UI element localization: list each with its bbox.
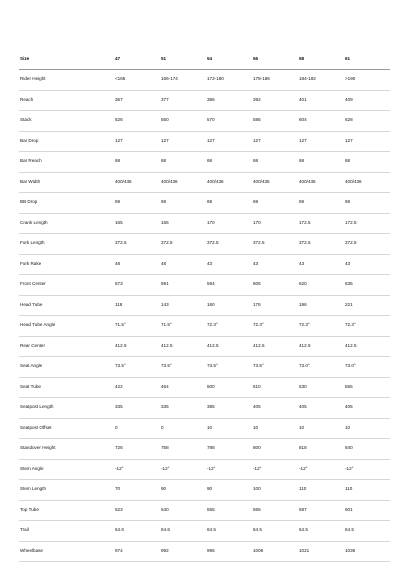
value-cell: 73.5°: [252, 357, 298, 378]
row-label: Reach: [19, 90, 114, 111]
value-cell: 401: [298, 90, 344, 111]
geometry-table-body: [19, 70, 390, 562]
value-cell: 166-174: [160, 70, 206, 91]
value-cell: 176: [252, 295, 298, 316]
value-cell: 550: [160, 111, 206, 132]
table-row: [19, 193, 390, 214]
value-cell: 385: [206, 398, 252, 419]
value-cell: 606: [252, 275, 298, 296]
value-cell: 172-180: [206, 70, 252, 91]
value-cell: 100: [252, 480, 298, 501]
row-label: Stem Angle: [19, 459, 114, 480]
value-cell: 372.5: [298, 234, 344, 255]
value-cell: 995: [206, 541, 252, 562]
value-cell: 635: [344, 275, 390, 296]
value-cell: 69: [114, 193, 160, 214]
value-cell: 400/436: [206, 172, 252, 193]
row-label: Crank Length: [19, 213, 114, 234]
row-label: Seatpost Length: [19, 398, 114, 419]
value-cell: 372.5: [252, 234, 298, 255]
value-cell: 523: [114, 500, 160, 521]
value-cell: 68: [114, 152, 160, 173]
value-cell: 43: [298, 254, 344, 275]
value-cell: 412.5: [252, 336, 298, 357]
value-cell: 221: [344, 295, 390, 316]
value-cell: -12°: [206, 459, 252, 480]
value-cell: 127: [160, 131, 206, 152]
value-cell: 90: [160, 480, 206, 501]
value-cell: 1006: [252, 541, 298, 562]
size-header: Size: [19, 49, 114, 70]
value-cell: 530: [298, 377, 344, 398]
value-cell: 585: [252, 111, 298, 132]
value-cell: 464: [160, 377, 206, 398]
value-cell: 800: [252, 439, 298, 460]
value-cell: 64.5: [344, 521, 390, 542]
value-cell: 788: [206, 439, 252, 460]
table-row: [19, 500, 390, 521]
value-cell: 172.5: [298, 213, 344, 234]
value-cell: 73.5°: [160, 357, 206, 378]
value-cell: 405: [344, 398, 390, 419]
value-cell: 127: [114, 131, 160, 152]
value-cell: 69: [206, 193, 252, 214]
row-label: Head Tube: [19, 295, 114, 316]
row-label: Trail: [19, 521, 114, 542]
value-cell: 372.5: [206, 234, 252, 255]
value-cell: 405: [298, 398, 344, 419]
value-cell: 170: [252, 213, 298, 234]
value-cell: >190: [344, 70, 390, 91]
row-label: Bar Drop: [19, 131, 114, 152]
value-cell: 594: [206, 275, 252, 296]
value-cell: 68: [160, 152, 206, 173]
value-cell: 72.3°: [344, 316, 390, 337]
value-cell: 127: [252, 131, 298, 152]
value-cell: 184-192: [298, 70, 344, 91]
value-cell: 165: [160, 213, 206, 234]
value-cell: 335: [160, 398, 206, 419]
value-cell: 422: [114, 377, 160, 398]
value-cell: 64.5: [298, 521, 344, 542]
value-cell: 412.5: [114, 336, 160, 357]
row-label: Wheelbase: [19, 541, 114, 562]
value-cell: 1021: [298, 541, 344, 562]
value-cell: 412.5: [344, 336, 390, 357]
table-row: [19, 213, 390, 234]
size-header-cell: 51: [160, 49, 206, 70]
value-cell: 555: [344, 377, 390, 398]
value-cell: 400/436: [298, 172, 344, 193]
geometry-table-header: [19, 49, 390, 70]
value-cell: 601: [344, 500, 390, 521]
value-cell: 500: [206, 377, 252, 398]
value-cell: 392: [252, 90, 298, 111]
table-row: [19, 295, 390, 316]
value-cell: 71.5°: [160, 316, 206, 337]
row-label: Seat Tube: [19, 377, 114, 398]
table-row: [19, 480, 390, 501]
size-header-cell: 56: [252, 49, 298, 70]
value-cell: 412.5: [298, 336, 344, 357]
value-cell: 726: [114, 439, 160, 460]
row-label: Front Center: [19, 275, 114, 296]
value-cell: -12°: [114, 459, 160, 480]
value-cell: 64.6: [160, 521, 206, 542]
value-cell: 335: [114, 398, 160, 419]
row-label: BB Drop: [19, 193, 114, 214]
value-cell: 160: [206, 295, 252, 316]
value-cell: 43: [206, 254, 252, 275]
value-cell: 400/436: [160, 172, 206, 193]
value-cell: 72.3°: [298, 316, 344, 337]
value-cell: 48: [160, 254, 206, 275]
value-cell: 64.6: [114, 521, 160, 542]
value-cell: 400/436: [114, 172, 160, 193]
row-label: Bar Reach: [19, 152, 114, 173]
value-cell: -12°: [298, 459, 344, 480]
table-row: [19, 131, 390, 152]
value-cell: 69: [344, 193, 390, 214]
value-cell: 127: [298, 131, 344, 152]
value-cell: 72.3°: [252, 316, 298, 337]
table-row: [19, 459, 390, 480]
row-label: Rear Center: [19, 336, 114, 357]
value-cell: 377: [160, 90, 206, 111]
value-cell: 110: [344, 480, 390, 501]
value-cell: 170: [206, 213, 252, 234]
table-row: [19, 398, 390, 419]
value-cell: 412.5: [206, 336, 252, 357]
value-cell: 10: [252, 418, 298, 439]
value-cell: 73.0°: [344, 357, 390, 378]
value-cell: 10: [298, 418, 344, 439]
table-row: [19, 111, 390, 132]
value-cell: 0: [114, 418, 160, 439]
value-cell: 565: [252, 500, 298, 521]
value-cell: 69: [252, 193, 298, 214]
table-row: [19, 357, 390, 378]
value-cell: 68: [344, 152, 390, 173]
row-label: Standover Height: [19, 439, 114, 460]
value-cell: 400/436: [344, 172, 390, 193]
value-cell: 69: [298, 193, 344, 214]
value-cell: 196: [298, 295, 344, 316]
value-cell: 573: [114, 275, 160, 296]
value-cell: 540: [160, 500, 206, 521]
table-row: [19, 234, 390, 255]
value-cell: 555: [206, 500, 252, 521]
value-cell: 10: [344, 418, 390, 439]
value-cell: 64.5: [252, 521, 298, 542]
value-cell: 409: [344, 90, 390, 111]
table-row: [19, 541, 390, 562]
table-row: [19, 70, 390, 91]
row-label: Top Tube: [19, 500, 114, 521]
value-cell: 0: [160, 418, 206, 439]
size-header-cell: 47: [114, 49, 160, 70]
table-row: [19, 418, 390, 439]
value-cell: 110: [298, 480, 344, 501]
row-label: Rider Height: [19, 70, 114, 91]
value-cell: 510: [252, 377, 298, 398]
table-row: [19, 172, 390, 193]
value-cell: 587: [298, 500, 344, 521]
value-cell: 69: [160, 193, 206, 214]
table-row: [19, 336, 390, 357]
size-header-cell: 61: [344, 49, 390, 70]
value-cell: 570: [206, 111, 252, 132]
value-cell: 48: [114, 254, 160, 275]
row-label: Bar Width: [19, 172, 114, 193]
value-cell: -12°: [344, 459, 390, 480]
value-cell: 367: [114, 90, 160, 111]
header-row: [19, 49, 390, 70]
value-cell: 127: [206, 131, 252, 152]
value-cell: 72.3°: [206, 316, 252, 337]
value-cell: 591: [160, 275, 206, 296]
geometry-table: [19, 49, 390, 562]
value-cell: 68: [252, 152, 298, 173]
table-row: [19, 316, 390, 337]
value-cell: 620: [298, 275, 344, 296]
table-row: [19, 275, 390, 296]
value-cell: 70: [114, 480, 160, 501]
value-cell: 43: [344, 254, 390, 275]
value-cell: 71.5°: [114, 316, 160, 337]
value-cell: 628: [344, 111, 390, 132]
value-cell: 73.5°: [114, 357, 160, 378]
value-cell: 974: [114, 541, 160, 562]
row-label: Head Tube Angle: [19, 316, 114, 337]
value-cell: 372.5: [114, 234, 160, 255]
row-label: Stack: [19, 111, 114, 132]
value-cell: -12°: [160, 459, 206, 480]
row-label: Stem Length: [19, 480, 114, 501]
value-cell: -12°: [252, 459, 298, 480]
value-cell: <165: [114, 70, 160, 91]
table-row: [19, 254, 390, 275]
row-label: Seatpost Offset: [19, 418, 114, 439]
size-header-cell: 58: [298, 49, 344, 70]
table-row: [19, 377, 390, 398]
value-cell: 73.0°: [298, 357, 344, 378]
row-label: Fork Length: [19, 234, 114, 255]
value-cell: 400/436: [252, 172, 298, 193]
row-label: Seat Angle: [19, 357, 114, 378]
value-cell: 1036: [344, 541, 390, 562]
table-row: [19, 90, 390, 111]
table-row: [19, 152, 390, 173]
value-cell: 818: [298, 439, 344, 460]
value-cell: 178-186: [252, 70, 298, 91]
value-cell: 64.5: [206, 521, 252, 542]
row-label: Fork Rake: [19, 254, 114, 275]
value-cell: 412.5: [160, 336, 206, 357]
value-cell: 10: [206, 418, 252, 439]
value-cell: 165: [114, 213, 160, 234]
value-cell: 758: [160, 439, 206, 460]
value-cell: 386: [206, 90, 252, 111]
value-cell: 840: [344, 439, 390, 460]
value-cell: 372.5: [344, 234, 390, 255]
value-cell: 73.5°: [206, 357, 252, 378]
value-cell: 372.5: [160, 234, 206, 255]
value-cell: 68: [298, 152, 344, 173]
value-cell: 43: [252, 254, 298, 275]
value-cell: 68: [206, 152, 252, 173]
table-row: [19, 521, 390, 542]
value-cell: 992: [160, 541, 206, 562]
value-cell: 172.5: [344, 213, 390, 234]
value-cell: 143: [160, 295, 206, 316]
value-cell: 118: [114, 295, 160, 316]
value-cell: 405: [252, 398, 298, 419]
table-row: [19, 439, 390, 460]
value-cell: 526: [114, 111, 160, 132]
size-header-cell: 54: [206, 49, 252, 70]
value-cell: 604: [298, 111, 344, 132]
value-cell: 127: [344, 131, 390, 152]
value-cell: 90: [206, 480, 252, 501]
